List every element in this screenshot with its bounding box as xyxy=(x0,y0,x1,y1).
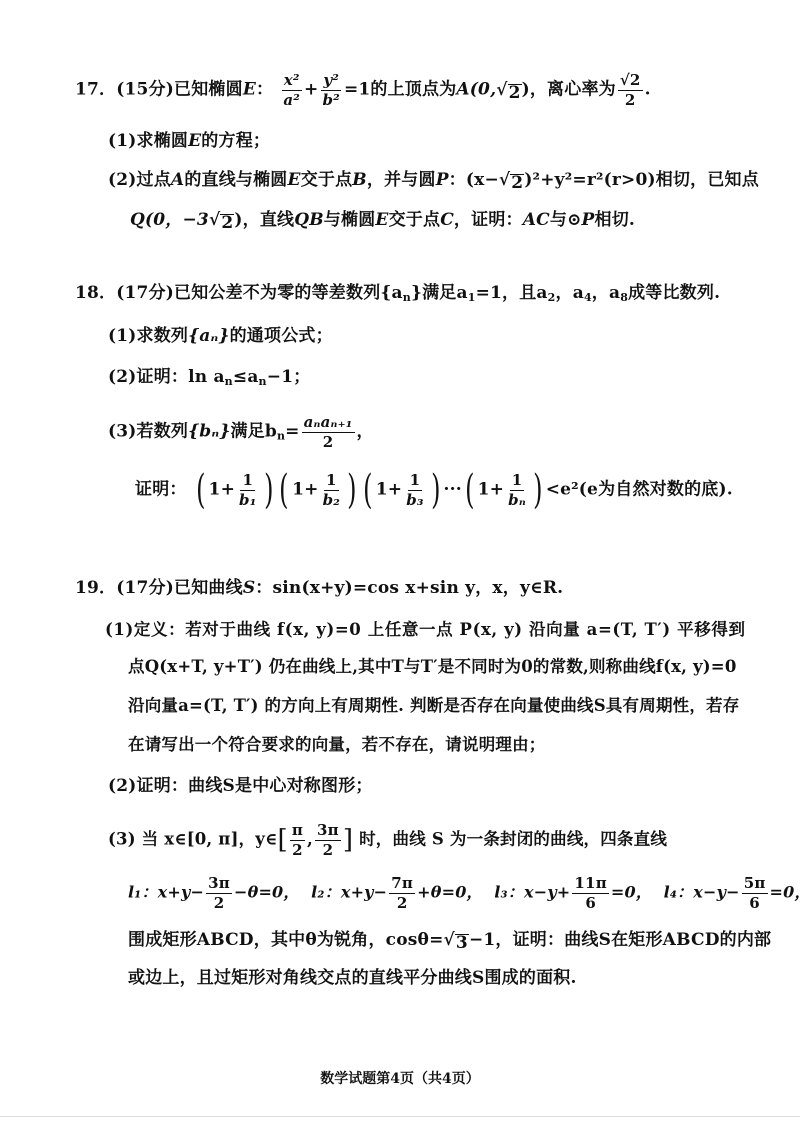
fraction-sqrt2-over-2: $\frac{√2}{2}$ xyxy=(619,71,641,109)
fraction-3pi-over-2: $\frac{3\pi}{2}$ xyxy=(316,821,339,859)
sqrt-2: √ 2 xyxy=(208,210,234,233)
q19-stem: 19．(17分)已知曲线S：sin(x+y)=cos x+sin y，x，y∈R. xyxy=(75,578,564,598)
q17-part2-line2: Q(0，−3 √ 2 )，直线QB与椭圆E交于点C，证明：AC与⊙P相切. xyxy=(130,210,636,233)
q19-part1-line4: 在请写出一个符合要求的向量，若不存在，请说明理由； xyxy=(128,735,546,754)
page-footer: 数学试题第4页（共4页） xyxy=(320,1071,480,1087)
q19-lines: l₁：x+y− $\frac{3\pi}{2}$ −θ=0， l₂：x+y− $\frac{7\pi}{2}$ +θ=0， l₃：x−y+ $\frac{11\pi}{6}$ =0， l₄：x−y− $\frac{5\pi}{6}$ =0， xyxy=(128,874,811,912)
fraction-1-over-b2: $\frac{1}{\text{b₂}}$ xyxy=(322,471,341,509)
sqrt-3: √ 3 xyxy=(443,930,468,953)
q19-part3-line3: 围成矩形ABCD，其中θ为锐角，cosθ= √ 3 −1，证明：曲线S在矩形ABCD的内部 xyxy=(128,930,772,953)
q17-part1: (1)求椭圆E的方程； xyxy=(108,131,271,151)
q18-part1: (1)求数列{aₙ}的通项公式； xyxy=(108,326,333,346)
q18-part2: (2)证明：$\ln a_n\le a_n-1$； xyxy=(108,367,311,388)
q17-stem: 17．(15分)已知椭圆E： $\frac{\text{x²}}{\text{a²}}$ + $\frac{\text{y²}}{\text{b²}}$ =1的上顶点为A(0, √ 2 )，离心率为 $\frac{√2}{2}$ . xyxy=(75,71,651,109)
q19-part1-line3: 沿向量a=(T, T′) 的方向上有周期性. 判断是否存在向量使曲线S具有周期性，若存 xyxy=(128,696,740,715)
q18-part3: (3)若数列{bₙ}满足$b_n=$ $\frac{\text{aₙaₙ₊₁}}{2}$ ， xyxy=(108,413,374,451)
fraction-1-over-b1: $\frac{1}{\text{b₁}}$ xyxy=(239,471,257,509)
fraction-pi-over-2: $\frac{\pi}{2}$ xyxy=(291,821,304,859)
bottom-divider xyxy=(0,1116,800,1117)
fraction-1-over-bn: $\frac{1}{\text{bₙ}}$ xyxy=(508,471,526,509)
sqrt-2: √ 2 xyxy=(496,79,521,103)
q18-inequality: 证明： ( 1+ $\frac{1}{\text{b₁}}$ ) ( 1+ $\frac{1}{\text{b₂}}$ ) ( 1+ $\frac{1}{\text{b₃}}$ ) ···( 1+ $\frac{1}{\text{bₙ}}$ ) <e²(e为自然对数的底). xyxy=(135,467,733,513)
fraction-x2-a2: $\frac{\text{x²}}{\text{a²}}$ xyxy=(283,71,301,109)
q19-part1-line1: (1)定义：若对于曲线 f(x, y)=0 上任意一点 P(x, y) 沿向量 a=(T, T′) 平移得到 xyxy=(105,620,746,639)
q19-part3-line1: (3) 当 x∈[0, π]，y∈[ $\frac{\pi}{2}$ , $\frac{3\pi}{2}$ ] 时，曲线 S 为一条封闭的曲线，四条直线 xyxy=(108,821,668,859)
fraction-11pi-over-6: $\frac{11\pi}{6}$ xyxy=(574,874,607,912)
fraction-3pi-over-2: $\frac{3\pi}{2}$ xyxy=(208,874,230,912)
fraction-y2-b2: $\frac{\text{y²}}{\text{b²}}$ xyxy=(322,71,340,109)
q17-part2-line1: (2)过点A的直线与椭圆E交于点B，并与圆P：(x− √ 2 )²+y²=r²(r>0)相切，已知点 xyxy=(108,170,759,193)
fraction-7pi-over-2: $\frac{7\pi}{2}$ xyxy=(391,874,414,912)
sqrt-2: √ 2 xyxy=(498,170,524,193)
q19-part1-line2: 点Q(x+T, y+T′) 仍在曲线上,其中T与T′是不同时为0的常数,则称曲线f(x, y)=0 xyxy=(128,657,737,676)
fraction-an-an1-over-2: $\frac{\text{aₙaₙ₊₁}}{2}$ xyxy=(303,413,353,451)
q19-part2: (2)证明：曲线S是中心对称图形； xyxy=(108,776,373,796)
q19-part3-line4: 或边上，且过矩形对角线交点的直线平分曲线S围成的面积. xyxy=(128,968,577,988)
q18-stem: 18．(17分)已知公差不为零的等差数列$\{a_n\}$满足$a_1=1$，且$a_2$，$a_4$，$a_8$成等比数列. xyxy=(75,283,721,304)
fraction-1-over-b3: $\frac{1}{\text{b₃}}$ xyxy=(406,471,424,509)
fraction-5pi-over-6: $\frac{5\pi}{6}$ xyxy=(743,874,766,912)
